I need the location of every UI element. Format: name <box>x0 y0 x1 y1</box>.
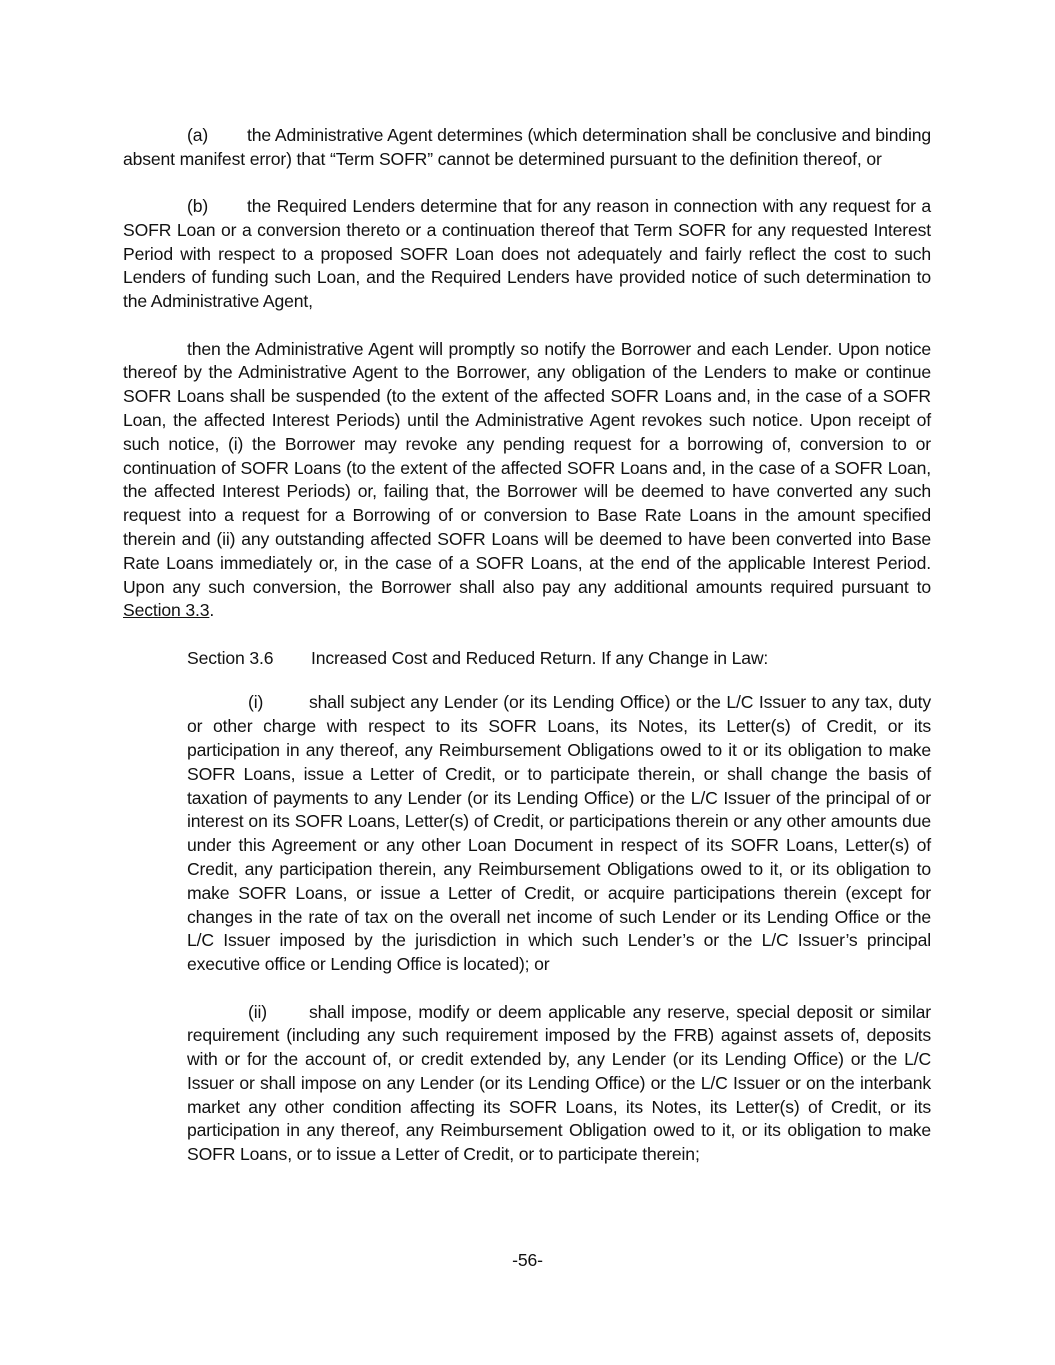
paragraph-b <box>123 195 931 314</box>
section-title: Increased Cost and Reduced Return. If any Change in Law: <box>311 647 769 668</box>
paragraph-a <box>123 124 931 172</box>
document-page <box>123 124 931 1167</box>
paragraph-b-marker: (b) <box>187 196 209 217</box>
paragraph-then-text: then the Administrative Agent will promptly so notify the Borrower and each Lender. Upon notice thereof by the Administrative Agent to the Borrower, any obligation of the Lenders to make or continue SOFR Loans shall be suspended (to the extent of the affected SOFR Loans and, in the case of a SOFR Loan, the affected Interest Periods) until the Administrative Agent revokes such notice. Upon receipt of such notice, (i) the Borrower may revoke any pending request for a borrowing of, conversion to or continuation of SOFR Loans (to the extent of the affected SOFR Loans and, in the case of a SOFR Loan, the affected Interest Periods) or, failing that, the Borrower will be deemed to have converted any such request into a request for a Borrowing of or conversion to Base Rate Loans in the amount specified therein and (ii) any outstanding affected SOFR Loans will be deemed to have been converted into Base Rate Loans immediately or, in the case of a SOFR Loans, at the end of the applicable Interest Period. Upon any such conversion, the Borrower shall also pay any additional amounts required pursuant to <box>123 338 931 597</box>
section-3-3-reference: Section 3.3 <box>123 600 210 621</box>
paragraph-a-marker: (a) <box>187 125 209 145</box>
paragraph-then-end: . <box>209 600 215 621</box>
item-ii-text: shall impose, modify or deem applicable any reserve, special deposit or similar requirement (including any such requirement imposed by the FRB) against assets of, deposits with or for the account of, or credit extended by, any Lender (or its Lending Office) or the L/C Issuer or shall impose on any Lender (or its Lending Office) or the L/C Issuer or on the interbank market any other condition affecting its SOFR Loans, its Notes, its Letter(s) of Credit, or its participation in any thereof, any Reimbursement Obligation owed to it, or its obligation to make SOFR Loans, or to issue a Letter of Credit, or to participate therein; <box>187 1001 931 1165</box>
item-i-marker: (i) <box>248 692 264 713</box>
paragraph-b-text: the Required Lenders determine that for any reason in connection with any request for a SOFR Loan or a conversion thereto or a continuation thereof that Term SOFR for any requested Interest Period with respect to a proposed SOFR Loan does not adequately and fairly reflect the cost to such Lenders of funding such Loan, and the Required Lenders have provided notice of such determination to the Administrative Agent, <box>123 196 931 312</box>
paragraph-then <box>123 338 931 624</box>
page-number: -56- <box>512 1250 543 1270</box>
paragraph-a-text: the Administrative Agent determines (which determination shall be conclusive and binding absent manifest error) that “Term SOFR” cannot be determined pursuant to the definition thereof, or <box>123 125 931 169</box>
section-number: Section 3.6 <box>187 647 274 668</box>
item-ii <box>187 1001 931 1168</box>
item-i-text: shall subject any Lender (or its Lending Office) or the L/C Issuer to any tax, duty or other charge with respect to its SOFR Loans, its Notes, its Letter(s) of Credit, or its participation in any thereof, any Reimbursement Obligations owed to it or its obligation to make SOFR Loans, issue a Letter of Credit, or to participate therein, or shall change the basis of taxation of payments to any Lender (or its Lending Office) or the L/C Issuer of the principal of or interest on its SOFR Loans, Letter(s) of Credit, or participations therein or any other amounts due under this Agreement or any other Loan Document in respect of its SOFR Loans, Letter(s) of Credit, any participation therein, any Reimbursement Obligations owed to it, or its obligation to make SOFR Loans, or issue a Letter of Credit, or acquire participations therein (except for changes in the rate of tax on the overall net income of such Lender or its Lending Office or the L/C Issuer imposed by the jurisdiction in which such Lender’s or the L/C Issuer’s principal executive office or Lending Office is located); or <box>187 692 931 975</box>
item-ii-marker: (ii) <box>248 1001 267 1022</box>
section-heading <box>187 647 931 671</box>
item-i <box>187 691 931 977</box>
subsection-list <box>187 691 931 1167</box>
